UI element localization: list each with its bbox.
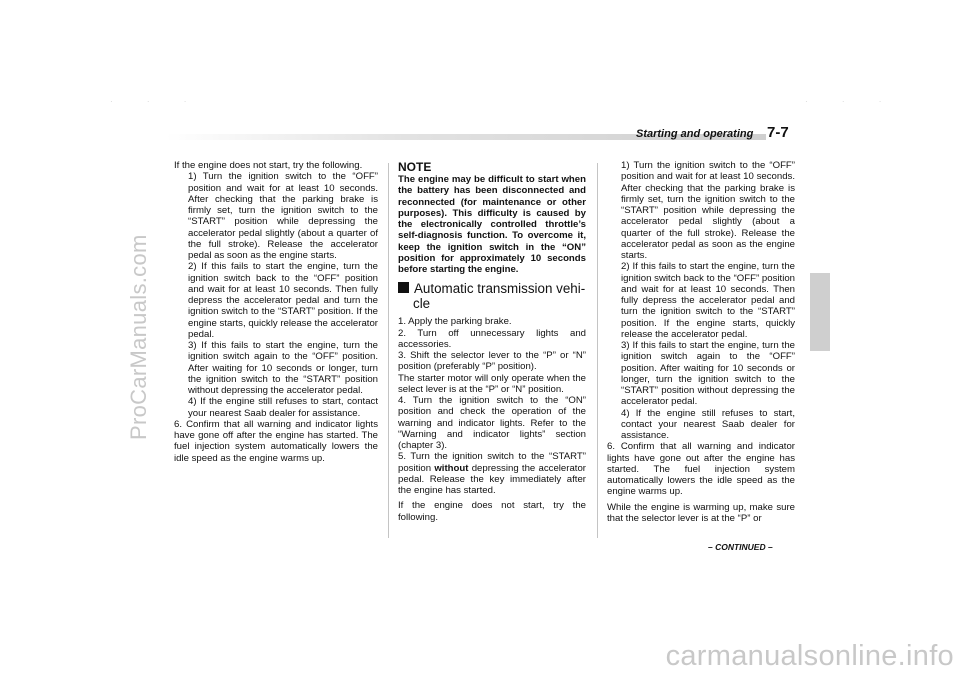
item-5-emphasis: without (434, 462, 469, 474)
step-4: 4) If the engine still refuses to start, contact your nearest Saab dealer for assistance. (621, 407, 795, 441)
page-number: 7-7 (767, 124, 789, 141)
item-5 (398, 451, 586, 496)
outro-text: If the engine does not start, try the following. (398, 500, 586, 523)
step-1: 1) Turn the ignition switch to the “OFF” position and wait for at least 10 seconds. After checking that the parking brake is firmly set, turn the ignition switch to the “START” position while depressing the accelerator pedal slightly (about a quarter of the full stroke). Release the accelerator pedal as soon as the engine starts. (621, 160, 795, 261)
step-3: 3) If this fails to start the engine, turn the ignition switch again to the “OFF” position. After waiting for 10 seconds or longer, turn the ignition switch to the “START” position without depressing the accelerator pedal. (621, 340, 795, 408)
column-middle (398, 160, 586, 523)
item-3: 3. Shift the selector lever to the “P” or “N” position (preferably “P” position). (398, 350, 586, 373)
item-1: 1. Apply the parking brake. (398, 316, 512, 328)
item-6: 6. Confirm that all warning and indicator lights have gone out after the engine has started. The fuel injection system automatically lowers the idle speed as the engine warms up. (607, 441, 795, 498)
step-4: 4) If the engine still refuses to start, contact your nearest Saab dealer for assistance. (188, 396, 378, 419)
item-5-text: 5. Turn the ignition switch to the “START” position (398, 451, 586, 474)
warm-up-text: While the engine is warming up, make sure that the selector lever is at the “P” or (607, 501, 795, 524)
column-divider (388, 163, 389, 538)
watermark-procarmanuals: ProCarManuals.com (126, 234, 151, 440)
chapter-tab (810, 273, 830, 351)
step-2: 2) If this fails to start the engine, turn the ignition switch back to the “OFF” position and wait for at least 10 seconds. Then fully depress the accelerator pedal and turn the ignition switch to the “START” position. If the engine starts, quickly release the accelerator pedal. (621, 261, 795, 340)
section-heading-line2: cle (413, 296, 431, 312)
section-heading-line1: Automatic transmission vehi- (414, 281, 586, 297)
column-right (607, 160, 795, 524)
square-bullet-icon (398, 282, 409, 293)
column-divider (597, 163, 598, 538)
item-4: 4. Turn the ignition switch to the “ON” position and check the operation of the warning and indicator lights. Refer to the “Warning and indicator lights” section (chapter 3). (398, 395, 586, 451)
step-3: 3) If this fails to start the engine, turn the ignition switch again to the “OFF” position. After waiting for 10 seconds or longer, turn the ignition switch to the “START” position without depressing the accelerator pedal. (188, 340, 378, 396)
item-3-note: The starter motor will only operate when the select lever is at the “P” or “N” position. (398, 372, 586, 395)
corner-marks-right: · · · (805, 97, 898, 106)
note-body: The engine may be difficult to start when the battery has been disconnected and reconnected (for maintenance or other purposes). This difficulty is caused by the electronically controlled throttle’s self-diagnosis function. To overcome it, keep the ignition switch in the “ON” position for approximately 10 seconds before starting the engine. (398, 174, 586, 275)
note-title: NOTE (398, 160, 432, 174)
item-2: 2. Turn off unnecessary lights and accessories. (398, 327, 586, 350)
column-left (174, 160, 378, 464)
header-title: Starting and operating (636, 128, 754, 140)
corner-marks-left: · · · (110, 97, 203, 106)
intro-text: If the engine does not start, try the following. (174, 160, 363, 171)
step-2: 2) If this fails to start the engine, turn the ignition switch back to the “OFF” position and wait for at least 10 seconds. Then fully depress the accelerator pedal and turn the ignition switch to the “START” position. If the engine starts, quickly release the accelerator pedal. (188, 261, 378, 340)
item-5-text-end: depressing the accelerator pedal. Release the key immediately after the engine has started. (398, 462, 586, 496)
section-heading (398, 281, 586, 311)
item-6: 6. Confirm that all warning and indicator lights have gone off after the engine has started. The fuel injection system automatically lowers the idle speed as the engine warms up. (174, 418, 378, 464)
watermark-carmanualsonline: carmanualsonline.info (665, 640, 954, 672)
step-1: 1) Turn the ignition switch to the “OFF” position and wait for at least 10 seconds. After checking that the parking brake is firmly set, turn the ignition switch to the “START” position while depressing the accelerator pedal slightly (about a quarter of the full stroke). Release the accelerator pedal as soon as the engine starts. (188, 171, 378, 261)
continued-label: – CONTINUED – (708, 542, 773, 552)
